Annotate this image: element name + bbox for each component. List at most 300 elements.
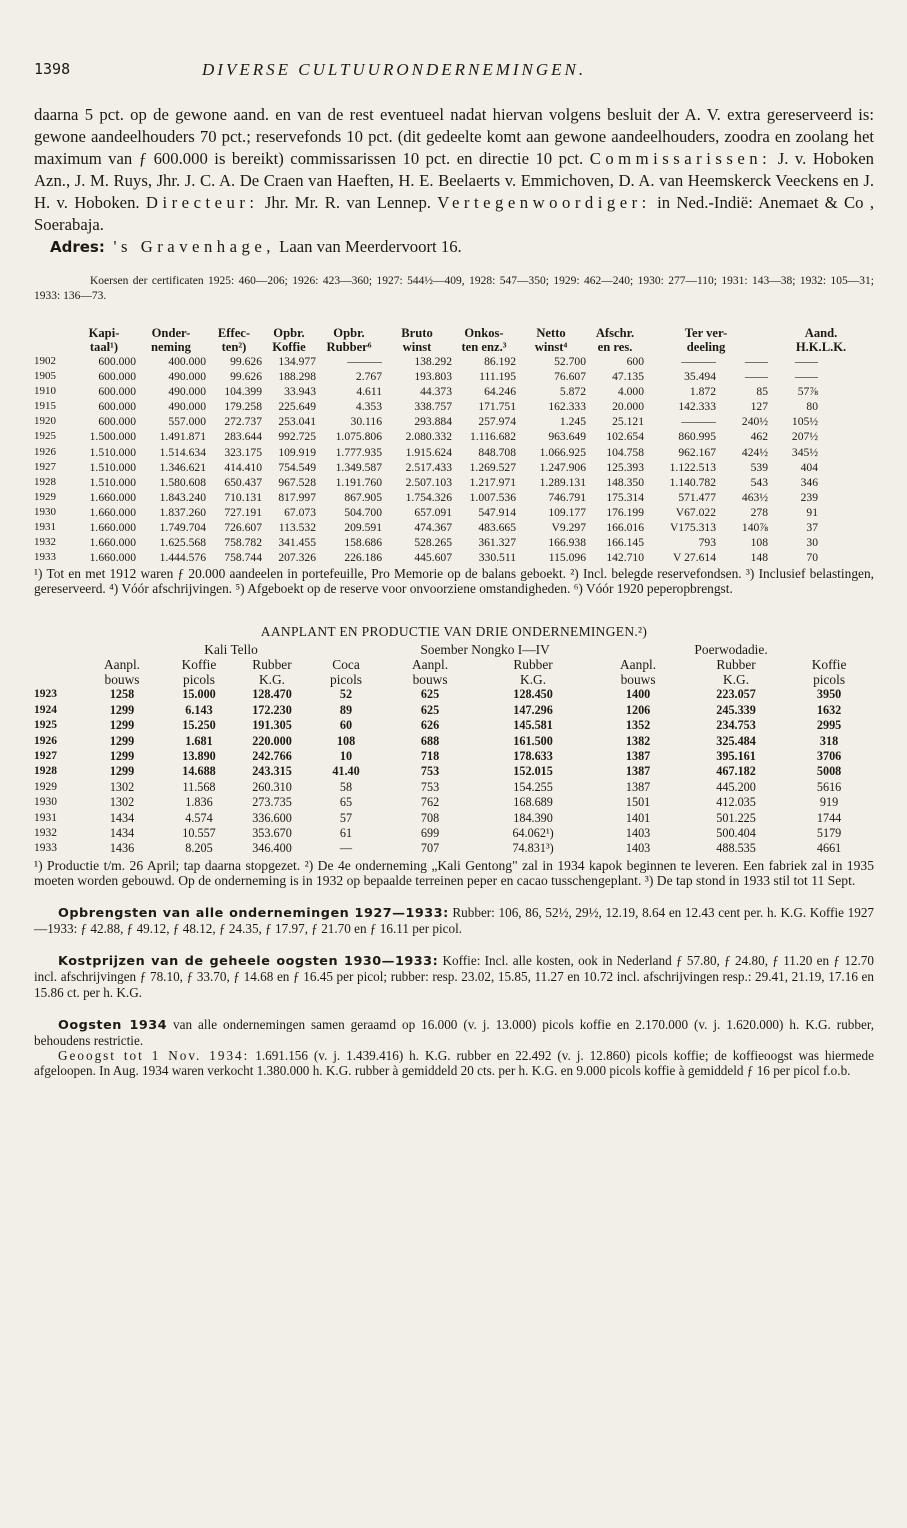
table-cell: 37 (806, 521, 819, 535)
table-cell: 504.700 (344, 505, 382, 519)
table-cell: 176.199 (606, 505, 644, 519)
column-header: Aand. (804, 326, 838, 340)
table-cell: 35.494 (684, 370, 716, 384)
table-cell: 650.437 (224, 475, 262, 489)
table-cell: 600.000 (98, 355, 136, 368)
adres-city: 's Gravenhage, (104, 237, 275, 256)
table-cell: 1434 (109, 825, 135, 840)
table-cell: 188.298 (278, 370, 316, 384)
table-cell: 142.333 (678, 400, 716, 414)
table-cell: 1744 (816, 810, 842, 825)
table-cell: 172.230 (252, 702, 292, 717)
table-cell: 1.915.624 (405, 445, 452, 459)
table-row (34, 384, 874, 399)
column-header: Koffie (272, 340, 306, 354)
row-year: 1932 (34, 536, 56, 549)
table-cell: 1206 (625, 702, 651, 717)
table-cell: 463½ (741, 490, 769, 504)
table-cell: 361.327 (478, 536, 516, 550)
column-header: Rubber⁶ (326, 340, 372, 354)
table-cell: 346 (800, 475, 819, 489)
row-year: 1933 (34, 551, 56, 564)
koersen-label: Koersen der certificaten (90, 275, 204, 287)
table-cell: 5008 (816, 764, 842, 779)
table-cell: 58 (339, 779, 353, 794)
table-cell: 919 (819, 795, 839, 810)
table-cell: 1387 (625, 764, 651, 779)
table-cell: 718 (420, 748, 440, 763)
table-cell: 323.175 (224, 445, 262, 459)
table-cell: 754.549 (278, 460, 316, 474)
page-number: 1398 (34, 60, 71, 78)
table-cell: 1.191.760 (335, 475, 382, 489)
financial-table (34, 326, 874, 565)
column-header-spacer (34, 672, 80, 687)
table-cell: 207½ (791, 430, 819, 444)
table-cell: 571.477 (678, 490, 716, 504)
vertegenwoordiger-label: Vertegenwoordiger: (437, 193, 651, 212)
column-header: Rubber (513, 657, 553, 673)
table-cell: 10.557 (182, 825, 216, 840)
table-cell: 1.444.576 (159, 551, 206, 565)
row-year: 1931 (34, 811, 57, 824)
directeur-label: Directeur: (145, 193, 259, 212)
table-cell: 1501 (625, 795, 651, 810)
table-cell: 152.015 (513, 764, 553, 779)
table-cell: 161.500 (513, 733, 553, 748)
table-row (34, 734, 874, 749)
table-cell: 104.758 (606, 445, 644, 459)
table-cell: 1403 (625, 825, 651, 840)
table-cell: 1.514.634 (159, 445, 206, 459)
table-cell: 1299 (109, 718, 135, 733)
column-header: picols (330, 672, 363, 688)
table-cell: 11.568 (182, 779, 216, 794)
column-header: K.G. (520, 672, 547, 688)
column-header: Opbr. (273, 326, 305, 340)
table-cell: 710.131 (224, 490, 262, 504)
table-cell: 140⅞ (741, 521, 769, 535)
table-cell: 483.665 (478, 521, 516, 535)
table-cell: 128.470 (252, 687, 292, 702)
table-cell: 1401 (625, 810, 651, 825)
row-year: 1926 (34, 734, 57, 747)
column-header: ten²) (221, 340, 247, 354)
table-cell: 52 (339, 687, 353, 702)
oogsten-label: Oogsten 1934 (58, 1017, 168, 1033)
table-cell: 1434 (109, 810, 135, 825)
table-cell: 52.700 (554, 355, 586, 368)
table-cell: 105½ (791, 415, 819, 429)
column-header: ten enz.³ (461, 340, 507, 354)
aanplant-footnotes: ¹) Productie t/m. 26 April; tap daarna stopgezet. ²) De 4e onderneming „Kali Gentong" zal in 1934 kapok beginnen te leveren. Een fabriek zal in 1935 moeten worden gebouwd. Op de onderneming is in 1932 op bepaalde terreinen peper en cacao tusschengeplant. ³) De tap stond in 1933 stil tot 11 Sept. (34, 857, 874, 888)
column-header: deeling (686, 340, 726, 354)
table-cell: 992.725 (278, 430, 316, 444)
table-cell: 1.075.806 (335, 430, 382, 444)
table-cell: 4.000 (617, 385, 644, 399)
table-cell: 746.791 (548, 490, 586, 504)
table-row (34, 764, 874, 779)
table-cell: 5616 (816, 779, 842, 794)
table-cell: 412.035 (716, 795, 756, 810)
table-cell: 109.919 (278, 445, 316, 459)
table-cell: 753 (420, 764, 440, 779)
row-year: 1933 (34, 842, 57, 855)
kostprijzen-text: Koffie: Incl. alle kosten, ook in Nederland ƒ 57.80, ƒ 24.80, ƒ 11.20 en ƒ 12.70 incl. afschrijvingen ƒ 78.10, ƒ 33.70, ƒ 14.68 en ƒ 16.45 per picol; rubber: resp. 23.02, 15.85, 11.27 en 10.72 incl. afschrijvingen resp.: 29.41, 21.19, 17.16 en 15.86 ct. per h. K.G. (34, 953, 874, 1000)
table-cell: 179.258 (224, 400, 262, 414)
row-year: 1926 (34, 445, 56, 458)
opbrengsten-paragraph (34, 905, 874, 936)
geoogst-text: 1.691.156 (v. j. 1.439.416) h. K.G. rubber en 22.492 (v. j. 12.860) picols koffie; de koffieoogst was hiermede afgeloopen. In Aug. 1934 waren verkocht 1.380.000 h. K.G. rubber à gemiddeld 20 cts. per h. K.G. en 9.000 picols koffie à gemiddeld ƒ 16 per picol f.o.b. (34, 1048, 874, 1079)
table-cell: 242.766 (252, 748, 292, 763)
table-cell: 501.225 (716, 810, 756, 825)
table-cell: 424½ (741, 445, 769, 459)
table-cell: 15.250 (182, 718, 216, 733)
table-cell: 2.767 (355, 370, 382, 384)
table-cell: —— (794, 355, 819, 368)
column-header: bouws (620, 672, 656, 688)
table-cell: 142.710 (606, 551, 644, 565)
table-cell: 1.245 (559, 415, 586, 429)
aanplant-title: AANPLANT EN PRODUCTIE VAN DRIE ONDERNEMINGEN.²) (260, 624, 648, 640)
table-cell: 395.161 (716, 748, 756, 763)
table-cell: 445.607 (414, 551, 452, 565)
table-cell: 91 (806, 505, 819, 519)
table-cell: 600.000 (98, 415, 136, 429)
column-header-spacer (34, 326, 72, 340)
aanplant-header-row (34, 657, 874, 672)
row-year: 1929 (34, 780, 57, 793)
column-header: H.K.L.K. (795, 340, 847, 354)
table-cell: 1.625.568 (159, 536, 206, 550)
table-cell: 2995 (816, 718, 842, 733)
table-cell: 207.326 (278, 551, 316, 565)
table-cell: 1.122.513 (669, 460, 716, 474)
table-row (34, 354, 874, 369)
table-cell: 1.217.971 (469, 475, 516, 489)
table-cell: 2.517.433 (405, 460, 452, 474)
table-cell: 166.938 (548, 536, 586, 550)
row-year: 1915 (34, 400, 56, 413)
kostprijzen-paragraph (34, 953, 874, 1000)
table-cell: 543 (750, 475, 769, 489)
group-soember-nongko: Soember Nongko I—IV (420, 642, 550, 658)
table-cell: 193.803 (414, 370, 452, 384)
table-cell: ——— (347, 355, 382, 368)
table-cell: 758.782 (224, 536, 262, 550)
table-cell: 1.510.000 (89, 475, 136, 489)
column-header: Ter ver- (684, 326, 728, 340)
table-cell: 1.007.536 (469, 490, 516, 504)
table-cell: 145.581 (513, 718, 553, 733)
row-year: 1929 (34, 490, 56, 503)
table-cell: 860.995 (678, 430, 716, 444)
table-cell: 727.191 (224, 505, 262, 519)
table-cell: 414.410 (224, 460, 262, 474)
table-row (34, 414, 874, 429)
table-cell: 1299 (109, 748, 135, 763)
table-cell: 44.373 (420, 385, 452, 399)
column-header: Koffie (811, 657, 847, 673)
row-year: 1902 (34, 355, 56, 367)
table-cell: ——— (681, 415, 716, 429)
row-year: 1925 (34, 719, 57, 732)
column-header: taal¹) (89, 340, 119, 354)
table-cell: —— (744, 355, 769, 368)
column-header: Rubber (252, 657, 292, 673)
table-cell: 1632 (816, 702, 842, 717)
table-cell: 625 (420, 687, 440, 702)
table-cell: 220.000 (252, 733, 292, 748)
financial-body (34, 354, 874, 565)
table-cell: 113.532 (278, 521, 316, 535)
table-cell: V175.313 (669, 521, 716, 535)
column-header-spacer (34, 657, 80, 672)
table-cell: 1436 (109, 841, 135, 856)
table-cell: 707 (420, 841, 440, 856)
table-cell: 753 (420, 779, 440, 794)
table-cell: 1.843.240 (159, 490, 206, 504)
table-row (34, 687, 874, 702)
table-cell: 33.943 (284, 385, 316, 399)
table-cell: 346.400 (252, 841, 292, 856)
table-cell: 257.974 (478, 415, 516, 429)
table-cell: 345½ (791, 445, 819, 459)
table-cell: 184.390 (513, 810, 553, 825)
table-cell: 490.000 (168, 400, 206, 414)
table-cell: 688 (420, 733, 440, 748)
table-cell: 86.192 (484, 355, 516, 368)
table-cell: 4.574 (185, 810, 213, 825)
table-cell: 111.195 (479, 370, 516, 384)
table-cell: 547.914 (478, 505, 516, 519)
table-cell: 404 (800, 460, 819, 474)
table-row (34, 780, 874, 795)
table-cell: 47.135 (612, 370, 644, 384)
table-cell: 4661 (816, 841, 842, 856)
table-cell: 467.182 (716, 764, 756, 779)
table-cell: 61 (339, 825, 353, 840)
table-cell: 528.265 (414, 536, 452, 550)
table-cell: 967.528 (278, 475, 316, 489)
table-cell: 708 (420, 810, 440, 825)
table-cell: 127 (750, 400, 769, 414)
table-row (34, 475, 874, 490)
table-cell: 1387 (625, 779, 651, 794)
table-row (34, 490, 874, 505)
table-cell: 1299 (109, 764, 135, 779)
running-title: DIVERSE CULTUURONDERNEMINGEN. (202, 60, 587, 79)
table-cell: 134.977 (278, 355, 316, 368)
row-year: 1932 (34, 826, 57, 839)
column-header: Rubber (716, 657, 756, 673)
table-cell: 171.751 (478, 400, 516, 414)
table-cell: 1.872 (689, 385, 716, 399)
koersen-paragraph (34, 274, 874, 304)
table-cell: 726.607 (224, 521, 262, 535)
column-header: bouws (104, 672, 140, 688)
financial-header-row (34, 326, 874, 340)
table-row (34, 399, 874, 414)
table-cell: 243.315 (252, 764, 292, 779)
table-cell: 341.455 (278, 536, 316, 550)
table-cell: 154.255 (513, 779, 553, 794)
table-cell: 1302 (109, 779, 135, 794)
table-cell: 74.831³) (512, 841, 554, 856)
table-cell: 85 (756, 385, 769, 399)
table-cell: 1387 (625, 748, 651, 763)
table-cell: 89 (339, 702, 353, 717)
table-cell: 1352 (625, 718, 651, 733)
table-cell: 1.510.000 (89, 445, 136, 459)
intro-text: daarna 5 pct. op de gewone aand. en van de rest eventueel nadat hiervan volgens besluit der A. V. extra gereserveerd is: gewone aandeelhouders 70 pct.; reservefonds 10 pct. (dit gedeelte komt aan gewone aandeelhouders, zoodra en zoolang het maximum van ƒ 600.000 is bereikt) commissarissen 10 pct. en directie 10 pct. (34, 105, 874, 168)
table-cell: 10 (339, 748, 353, 763)
table-cell: —— (744, 370, 769, 384)
table-cell: 99.626 (230, 355, 262, 368)
row-year: 1923 (34, 688, 57, 701)
table-cell: 1.660.000 (89, 536, 136, 550)
table-cell: 500.404 (716, 825, 756, 840)
table-cell: 115.096 (548, 551, 586, 565)
table-cell: 1302 (109, 795, 135, 810)
row-year: 1927 (34, 460, 56, 473)
table-cell: 245.339 (716, 702, 756, 717)
row-year: 1920 (34, 415, 56, 428)
column-header: winst (402, 340, 432, 354)
table-cell: 175.314 (606, 490, 644, 504)
table-cell: 625 (420, 702, 440, 717)
table-cell: 1.660.000 (89, 551, 136, 565)
table-cell: 41.40 (332, 764, 360, 779)
table-cell: 1.777.935 (335, 445, 382, 459)
table-cell: 209.591 (344, 521, 382, 535)
column-header: Kapi- (88, 326, 120, 340)
table-cell: 125.393 (606, 460, 644, 474)
table-cell: 1.510.000 (89, 460, 136, 474)
table-cell: 330.511 (478, 551, 516, 565)
row-year: 1928 (34, 765, 57, 778)
table-cell: 64.062¹) (512, 825, 554, 840)
table-cell: 14.688 (182, 764, 216, 779)
column-header: K.G. (258, 672, 286, 688)
column-header: Coca (332, 657, 360, 673)
column-header: winst⁴ (534, 340, 568, 354)
table-cell: 226.186 (344, 551, 382, 565)
table-cell: 1.349.587 (335, 460, 382, 474)
financial-footnotes: ¹) Tot en met 1912 waren ƒ 20.000 aandeelen in portefeuille, Pro Memorie op de balans geboekt. ²) Incl. belegde reservefondsen. ³) Inclusief belastingen, gereserveerd. ⁴) Vóór afschrijvingen. ⁵) Afgeboekt op de reserve voor onvoorziene omstandigheden. ⁶) Vóór 1920 peperopbrengst. (34, 566, 874, 596)
table-cell: 162.333 (548, 400, 586, 414)
group-poerwodadie: Poerwodadie. (694, 642, 768, 658)
group-kali-tello: Kali Tello (204, 642, 258, 658)
table-cell: 462 (750, 430, 769, 444)
table-cell: 2.507.103 (405, 475, 452, 489)
table-cell: 1.116.682 (470, 430, 516, 444)
column-header: Effec- (217, 326, 251, 340)
table-cell: 80 (806, 400, 819, 414)
row-year: 1930 (34, 796, 57, 809)
table-cell: — (339, 841, 353, 856)
column-header: Afschr. (595, 326, 635, 340)
table-cell: 5.872 (559, 385, 586, 399)
table-row (34, 505, 874, 520)
adres-label: Adres: (50, 238, 105, 256)
table-row (34, 369, 874, 384)
table-cell: 848.708 (478, 445, 516, 459)
table-cell: 138.292 (414, 355, 452, 368)
table-cell: 600.000 (98, 385, 136, 399)
table-cell: 168.689 (513, 795, 553, 810)
table-cell: 272.737 (224, 415, 262, 429)
koersen-text: 1925: 460—206; 1926: 423—360; 1927: 544½—409, 1928: 547—350; 1929: 462—240; 1930: 277—110; 1931: 143—38; 1932: 105—31; 1933: 136—73. (34, 275, 874, 302)
column-header: neming (151, 340, 191, 354)
table-cell: 1.066.925 (539, 445, 586, 459)
table-cell: 400.000 (168, 355, 206, 368)
aanplant-header-row (34, 672, 874, 687)
table-cell: 6.143 (185, 702, 213, 717)
financial-header-row (34, 340, 874, 354)
column-header: picols (183, 672, 215, 688)
table-row (34, 460, 874, 475)
table-cell: 293.884 (414, 415, 452, 429)
oogsten-text: van alle ondernemingen samen geraamd op 16.000 (v. j. 13.000) picols koffie en 2.170.000 (v. j. 1.620.000) h. K.G. rubber, behoudens restrictie. (34, 1016, 874, 1048)
table-cell: 20.000 (612, 400, 644, 414)
table-cell: 3950 (816, 687, 842, 702)
row-year: 1905 (34, 370, 56, 383)
table-cell: 600.000 (98, 400, 136, 414)
aanplant-group-row (34, 642, 874, 657)
table-cell: V9.297 (551, 521, 586, 535)
table-cell: 318 (819, 733, 839, 748)
table-cell: 1.681 (185, 733, 213, 748)
table-cell: V 27.614 (673, 551, 716, 565)
table-cell: 963.649 (548, 430, 586, 444)
row-year: 1924 (34, 703, 57, 716)
column-header: Onkos- (464, 326, 504, 340)
adres-street: Laan van Meerdervoort 16. (274, 237, 462, 256)
table-row (34, 749, 874, 764)
intro-paragraph (34, 104, 874, 258)
table-row (34, 445, 874, 460)
vertegenwoordiger-text: in Ned.-Indië: Anemaet & Co , Soerabaja. (34, 193, 874, 234)
row-year: 1931 (34, 521, 56, 534)
table-cell: 325.484 (716, 733, 756, 748)
column-header: Aanpl. (103, 657, 141, 673)
opbrengsten-label: Opbrengsten van alle ondernemingen 1927—1933: (58, 905, 449, 921)
table-cell: 445.200 (716, 779, 756, 794)
column-header: K.G. (723, 672, 750, 688)
table-cell: 1.660.000 (89, 505, 136, 519)
table-cell: 166.145 (606, 536, 644, 550)
table-cell: 2.080.332 (405, 430, 452, 444)
table-row (34, 429, 874, 444)
table-cell: 1.289.131 (539, 475, 586, 489)
table-cell: 65 (339, 795, 353, 810)
table-cell: 57⅞ (797, 385, 819, 399)
table-cell: 57 (339, 810, 353, 825)
table-cell: 260.310 (252, 779, 292, 794)
table-cell: 1.660.000 (89, 521, 136, 535)
table-cell: 1299 (109, 733, 135, 748)
commissarissen-text: J. v. Hoboken Azn., J. M. Ruys, Jhr. J. C. A. De Craen van Haeften, H. E. Beelaerts v. Emmichoven, D. A. van Heemskerck Veeckens en J. H. v. Hoboken. (34, 149, 874, 212)
table-cell: 1.580.608 (159, 475, 206, 489)
table-cell: 147.296 (513, 702, 553, 717)
row-year: 1930 (34, 505, 56, 518)
table-cell: 338.757 (414, 400, 452, 414)
row-year: 1928 (34, 475, 56, 488)
table-cell: 64.246 (484, 385, 516, 399)
row-year: 1927 (34, 749, 57, 762)
column-header-spacer (34, 340, 72, 354)
